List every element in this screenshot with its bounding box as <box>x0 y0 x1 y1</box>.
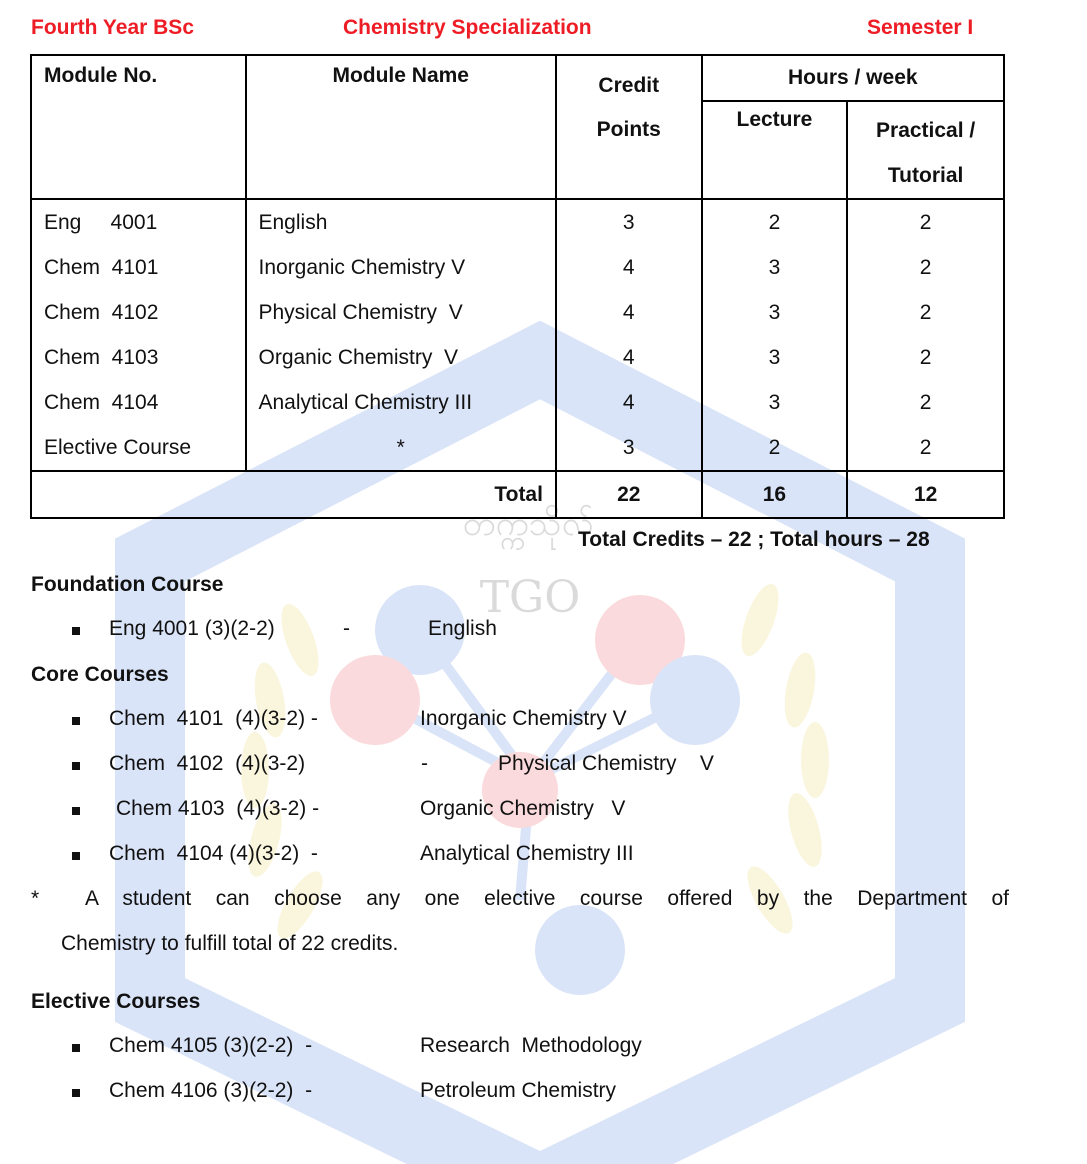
bullet-icon <box>72 852 80 860</box>
total-row <box>31 471 1004 518</box>
foundation-title: Foundation Course <box>31 573 224 596</box>
row-credit: 3 <box>556 425 702 471</box>
col-practical-line2: Tutorial <box>887 164 964 187</box>
foundation-item-code: Eng 4001 (3)(2-2) <box>109 617 275 640</box>
total-label: Total <box>31 471 556 518</box>
row-practical: 2 <box>847 425 1004 471</box>
total-credit: 22 <box>556 471 702 518</box>
header-semester: Semester I <box>867 16 974 39</box>
row-practical: 2 <box>847 245 1004 290</box>
total-lecture: 16 <box>702 471 848 518</box>
row-code: Chem 4103 <box>31 335 246 380</box>
col-credit-line2: Points <box>596 118 661 141</box>
core-item-name: Physical Chemistry V <box>498 752 714 775</box>
core-item-code: Chem 4104 (4)(3-2) - <box>109 842 318 865</box>
note-line2: Chemistry to fulfill total of 22 credits. <box>61 932 399 955</box>
core-item-code: Chem 4102 (4)(3-2) <box>109 752 306 775</box>
elective-item-name: Petroleum Chemistry <box>420 1079 617 1102</box>
note-line1: A student can choose any one elective course offered by the Department of <box>85 887 1009 910</box>
row-credit: 4 <box>556 245 702 290</box>
header-year: Fourth Year BSc <box>31 16 194 39</box>
row-credit: 4 <box>556 380 702 425</box>
core-item-sep: - <box>421 752 428 775</box>
module-table <box>30 54 1005 519</box>
col-lecture: Lecture <box>702 101 848 199</box>
table-row <box>31 245 1004 290</box>
table-row <box>31 335 1004 380</box>
elective-title: Elective Courses <box>31 990 201 1013</box>
row-name: Physical Chemistry V <box>246 290 556 335</box>
total-summary: Total Credits – 22 ; Total hours – 28 <box>578 528 930 551</box>
foundation-item-name: English <box>428 617 497 640</box>
core-item-name: Analytical Chemistry III <box>420 842 634 865</box>
core-item-code: Chem 4101 (4)(3-2) - <box>109 707 318 730</box>
table-row <box>31 290 1004 335</box>
elective-item-name: Research Methodology <box>420 1034 642 1057</box>
row-code: Eng 4001 <box>31 199 246 245</box>
row-name: English <box>246 199 556 245</box>
row-lecture: 3 <box>702 380 848 425</box>
row-lecture: 2 <box>702 425 848 471</box>
header-specialization: Chemistry Specialization <box>343 16 592 39</box>
bullet-icon <box>72 1044 80 1052</box>
bullet-icon <box>72 1089 80 1097</box>
elective-item-code: Chem 4105 (3)(2-2) - <box>109 1034 313 1057</box>
row-name: Organic Chemistry V <box>246 335 556 380</box>
row-practical: 2 <box>847 199 1004 245</box>
foundation-item-sep: - <box>343 617 350 640</box>
row-name: * <box>246 425 556 471</box>
col-credit-points <box>556 55 702 199</box>
bullet-icon <box>72 717 80 725</box>
col-practical-line1: Practical / <box>876 119 976 142</box>
row-name: Inorganic Chemistry V <box>246 245 556 290</box>
elective-item-code: Chem 4106 (3)(2-2) - <box>109 1079 313 1102</box>
row-practical: 2 <box>847 380 1004 425</box>
row-practical: 2 <box>847 335 1004 380</box>
watermark-script: တက္ကသိုလ် <box>462 504 594 544</box>
row-name: Analytical Chemistry III <box>246 380 556 425</box>
row-lecture: 2 <box>702 199 848 245</box>
bullet-icon <box>72 807 80 815</box>
core-item-name: Organic Chemistry V <box>420 797 626 820</box>
col-module-no: Module No. <box>31 55 246 199</box>
watermark-text: TGO <box>479 572 581 623</box>
total-practical: 12 <box>847 471 1004 518</box>
row-credit: 4 <box>556 335 702 380</box>
row-credit: 4 <box>556 290 702 335</box>
col-module-name: Module Name <box>246 55 556 199</box>
row-code: Chem 4102 <box>31 290 246 335</box>
table-row <box>31 199 1004 245</box>
note-star: * <box>31 887 40 910</box>
bullet-icon <box>72 627 80 635</box>
core-title: Core Courses <box>31 663 169 686</box>
row-lecture: 3 <box>702 290 848 335</box>
row-lecture: 3 <box>702 335 848 380</box>
row-code: Elective Course <box>31 425 246 471</box>
col-credit-line1: Credit <box>598 74 660 97</box>
core-item-code: Chem 4103 (4)(3-2) - <box>116 797 320 820</box>
col-hours-week: Hours / week <box>702 55 1004 101</box>
row-credit: 3 <box>556 199 702 245</box>
row-code: Chem 4101 <box>31 245 246 290</box>
row-practical: 2 <box>847 290 1004 335</box>
row-code: Chem 4104 <box>31 380 246 425</box>
core-item-name: Inorganic Chemistry V <box>420 707 627 730</box>
table-row <box>31 380 1004 425</box>
bullet-icon <box>72 762 80 770</box>
table-row <box>31 425 1004 471</box>
col-practical-tutorial <box>847 101 1004 199</box>
row-lecture: 3 <box>702 245 848 290</box>
